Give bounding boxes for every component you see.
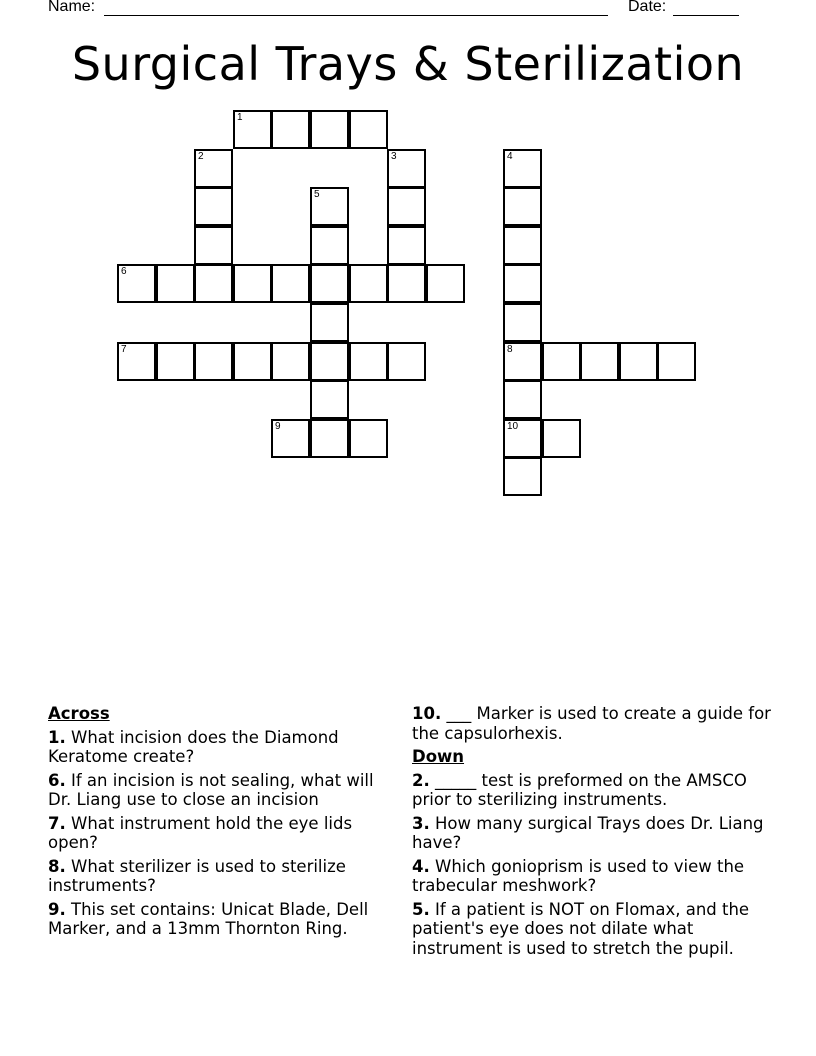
clue-number: 8. (48, 856, 66, 876)
crossword-cell[interactable] (310, 226, 349, 265)
crossword-cell[interactable] (194, 264, 233, 303)
crossword-cell[interactable] (310, 187, 349, 226)
crossword-cell[interactable] (271, 419, 310, 458)
crossword-cell[interactable] (542, 419, 581, 458)
crossword-cell[interactable] (310, 110, 349, 149)
name-date-header (48, 0, 748, 20)
crossword-cell[interactable] (310, 342, 349, 381)
clue-text: What sterilizer is used to sterilize instruments? (48, 856, 346, 895)
crossword-cell[interactable] (387, 149, 426, 188)
crossword-cell[interactable] (542, 342, 581, 381)
crossword-cell[interactable] (310, 264, 349, 303)
cell-number: 7 (121, 344, 127, 355)
clue-down-5 (412, 900, 772, 959)
clue-text: This set contains: Unicat Blade, Dell Marker, and a 13mm Thornton Ring. (48, 899, 369, 938)
cell-number: 10 (507, 421, 519, 432)
crossword-cell[interactable] (117, 342, 156, 381)
cell-number: 2 (198, 151, 204, 162)
crossword-cell[interactable] (503, 342, 542, 381)
page-title: Surgical Trays & Sterilization (71, 37, 745, 91)
clue-text: How many surgical Trays does Dr. Liang have? (412, 813, 764, 852)
crossword-cell[interactable] (271, 264, 310, 303)
crossword-cell[interactable] (310, 380, 349, 419)
crossword-cell[interactable] (349, 342, 388, 381)
crossword-cell[interactable] (349, 110, 388, 149)
clue-number: 10. (412, 704, 442, 723)
crossword-cell[interactable] (194, 187, 233, 226)
clue-text: _____ test is preformed on the AMSCO prior to sterilizing instruments. (412, 770, 747, 809)
date-label: Date: (628, 0, 667, 15)
crossword-cell[interactable] (387, 187, 426, 226)
clue-text: What incision does the Diamond Keratome create? (48, 727, 339, 766)
crossword-cell[interactable] (503, 419, 542, 458)
crossword-cell[interactable] (271, 110, 310, 149)
clue-down-4 (412, 857, 772, 896)
cell-number: 3 (391, 151, 397, 162)
across-heading: Across (48, 704, 110, 723)
crossword-cell[interactable] (503, 264, 542, 303)
clue-number: 6. (48, 770, 66, 790)
date-field[interactable] (673, 0, 739, 16)
clue-number: 3. (412, 813, 430, 833)
clue-number: 9. (48, 899, 66, 919)
clue-across-10 (412, 704, 772, 743)
clues-left-column (48, 704, 393, 943)
crossword-cell[interactable] (503, 380, 542, 419)
clue-number: 2. (412, 770, 430, 790)
clue-across-1 (48, 728, 393, 767)
crossword-cell[interactable] (503, 303, 542, 342)
down-heading: Down (412, 747, 465, 766)
clue-across-9 (48, 900, 393, 939)
crossword-cell[interactable] (233, 342, 272, 381)
clue-number: 5. (412, 899, 430, 919)
crossword-cell[interactable] (194, 342, 233, 381)
clue-across-7 (48, 814, 393, 853)
clue-across-6 (48, 771, 393, 810)
crossword-cell[interactable] (580, 342, 619, 381)
clue-number: 4. (412, 856, 430, 876)
cell-number: 6 (121, 266, 127, 277)
clue-across-8 (48, 857, 393, 896)
name-field[interactable] (104, 0, 608, 16)
clue-down-3 (412, 814, 772, 853)
crossword-cell[interactable] (349, 419, 388, 458)
crossword-cell[interactable] (387, 226, 426, 265)
clue-number: 7. (48, 813, 66, 833)
crossword-cell[interactable] (117, 264, 156, 303)
clue-text: ___ Marker is used to create a guide for the capsulorhexis. (412, 704, 771, 743)
clue-text: If an incision is not sealing, what will Dr. Liang use to close an incision (48, 770, 374, 809)
clue-down-2 (412, 771, 772, 810)
clue-text: Which gonioprism is used to view the trabecular meshwork? (412, 856, 745, 895)
crossword-cell[interactable] (271, 342, 310, 381)
crossword-cell[interactable] (194, 226, 233, 265)
crossword-cell[interactable] (426, 264, 465, 303)
crossword-cell[interactable] (387, 342, 426, 381)
cell-number: 4 (507, 151, 513, 162)
crossword-cell[interactable] (503, 187, 542, 226)
crossword-cell[interactable] (619, 342, 658, 381)
cell-number: 8 (507, 344, 513, 355)
name-label: Name: (48, 0, 96, 15)
crossword-cell[interactable] (503, 149, 542, 188)
crossword-cell[interactable] (387, 264, 426, 303)
crossword-cell[interactable] (156, 342, 195, 381)
crossword-cell[interactable] (503, 457, 542, 496)
crossword-cell[interactable] (233, 264, 272, 303)
crossword-cell[interactable] (310, 419, 349, 458)
crossword-cell[interactable] (349, 264, 388, 303)
crossword-cell[interactable] (310, 303, 349, 342)
cell-number: 5 (314, 189, 320, 200)
cell-number: 1 (237, 112, 243, 123)
crossword-cell[interactable] (194, 149, 233, 188)
clue-number: 1. (48, 727, 66, 747)
crossword-cell[interactable] (657, 342, 696, 381)
crossword-cell[interactable] (233, 110, 272, 149)
clues-right-column (412, 704, 772, 962)
crossword-cell[interactable] (156, 264, 195, 303)
crossword-cell[interactable] (503, 226, 542, 265)
clue-text: If a patient is NOT on Flomax, and the patient's eye does not dilate what instrument is used to stretch the pupil. (412, 899, 750, 958)
clue-text: What instrument hold the eye lids open? (48, 813, 353, 852)
cell-number: 9 (275, 421, 281, 432)
